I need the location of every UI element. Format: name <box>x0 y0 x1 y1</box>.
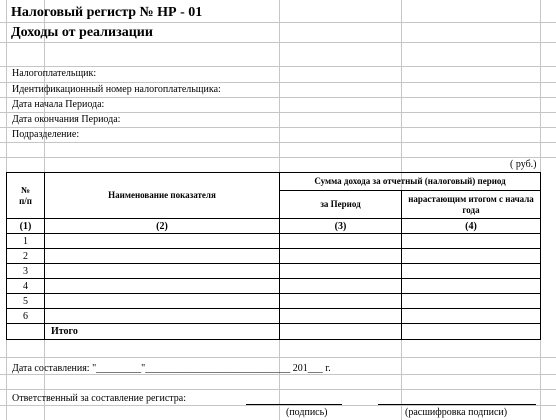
table-cell[interactable] <box>280 264 402 279</box>
income-table <box>6 172 541 340</box>
table-row <box>7 309 541 324</box>
grid-line <box>0 42 556 43</box>
responsible-label: Ответственный за составление регистра: <box>12 393 187 404</box>
col-cumulative-header: нарастающим итогом с начала года <box>402 191 541 219</box>
grid-line <box>0 157 556 158</box>
total-row <box>7 324 541 340</box>
table-row <box>7 249 541 264</box>
col-number-3: (3) <box>280 219 402 234</box>
table-cell[interactable] <box>402 249 541 264</box>
grid-line <box>0 142 556 143</box>
row-number: 3 <box>7 264 45 279</box>
table-cell[interactable] <box>280 249 402 264</box>
row-number: 2 <box>7 249 45 264</box>
table-cell[interactable] <box>402 324 541 340</box>
table-cell[interactable] <box>402 279 541 294</box>
table-cell[interactable] <box>45 249 280 264</box>
taxpayer-label: Налогоплательщик: <box>12 68 97 79</box>
col-number-4: (4) <box>402 219 541 234</box>
table-cell[interactable] <box>402 234 541 249</box>
col-name-header: Наименование показателя <box>45 173 280 219</box>
grid-line <box>0 22 556 23</box>
register-title: Налоговый регистр № НР - 01 <box>11 5 203 20</box>
table-cell[interactable] <box>280 234 402 249</box>
grid-line <box>0 357 556 358</box>
sum-group-header: Сумма дохода за отчетный (налоговый) период <box>280 173 541 191</box>
date-line: Дата составления: "_________"_____________________________ 201___ г. <box>12 363 331 374</box>
row-number: 6 <box>7 309 45 324</box>
table-cell[interactable] <box>45 234 280 249</box>
row-number: 1 <box>7 234 45 249</box>
table-cell[interactable] <box>280 324 402 340</box>
table-row <box>7 264 541 279</box>
table-cell[interactable] <box>45 294 280 309</box>
col-number-2: (2) <box>45 219 280 234</box>
table-cell[interactable] <box>45 279 280 294</box>
period-end-label: Дата окончания Периода: <box>12 114 121 125</box>
table-cell[interactable] <box>402 264 541 279</box>
table-cell[interactable] <box>280 279 402 294</box>
table-row <box>7 294 541 309</box>
division-label: Подразделение: <box>12 129 80 140</box>
signature-caption: (подпись) <box>286 407 328 418</box>
table-cell[interactable] <box>402 294 541 309</box>
table-cell[interactable] <box>402 309 541 324</box>
row-number: 5 <box>7 294 45 309</box>
table-cell <box>7 324 45 340</box>
period-start-label: Дата начала Периода: <box>12 99 105 110</box>
currency-note: ( руб.) <box>510 159 537 170</box>
total-label: Итого <box>45 324 280 340</box>
table-row <box>7 234 541 249</box>
col-num-header: № п/п <box>7 173 45 219</box>
row-number: 4 <box>7 279 45 294</box>
col-number-1: (1) <box>7 219 45 234</box>
decoding-line <box>378 404 536 405</box>
decoding-caption: (расшифровка подписи) <box>405 407 508 418</box>
col-period-header: за Период <box>280 191 402 219</box>
table-cell[interactable] <box>45 264 280 279</box>
signature-line <box>246 404 342 405</box>
table-cell[interactable] <box>45 309 280 324</box>
grid-line <box>0 127 556 128</box>
table-cell[interactable] <box>280 309 402 324</box>
income-title: Доходы от реализации <box>11 25 153 40</box>
grid-line <box>0 389 556 390</box>
table-cell[interactable] <box>280 294 402 309</box>
inn-label: Идентификационный номер налогоплательщика: <box>12 84 221 95</box>
table-row <box>7 279 541 294</box>
